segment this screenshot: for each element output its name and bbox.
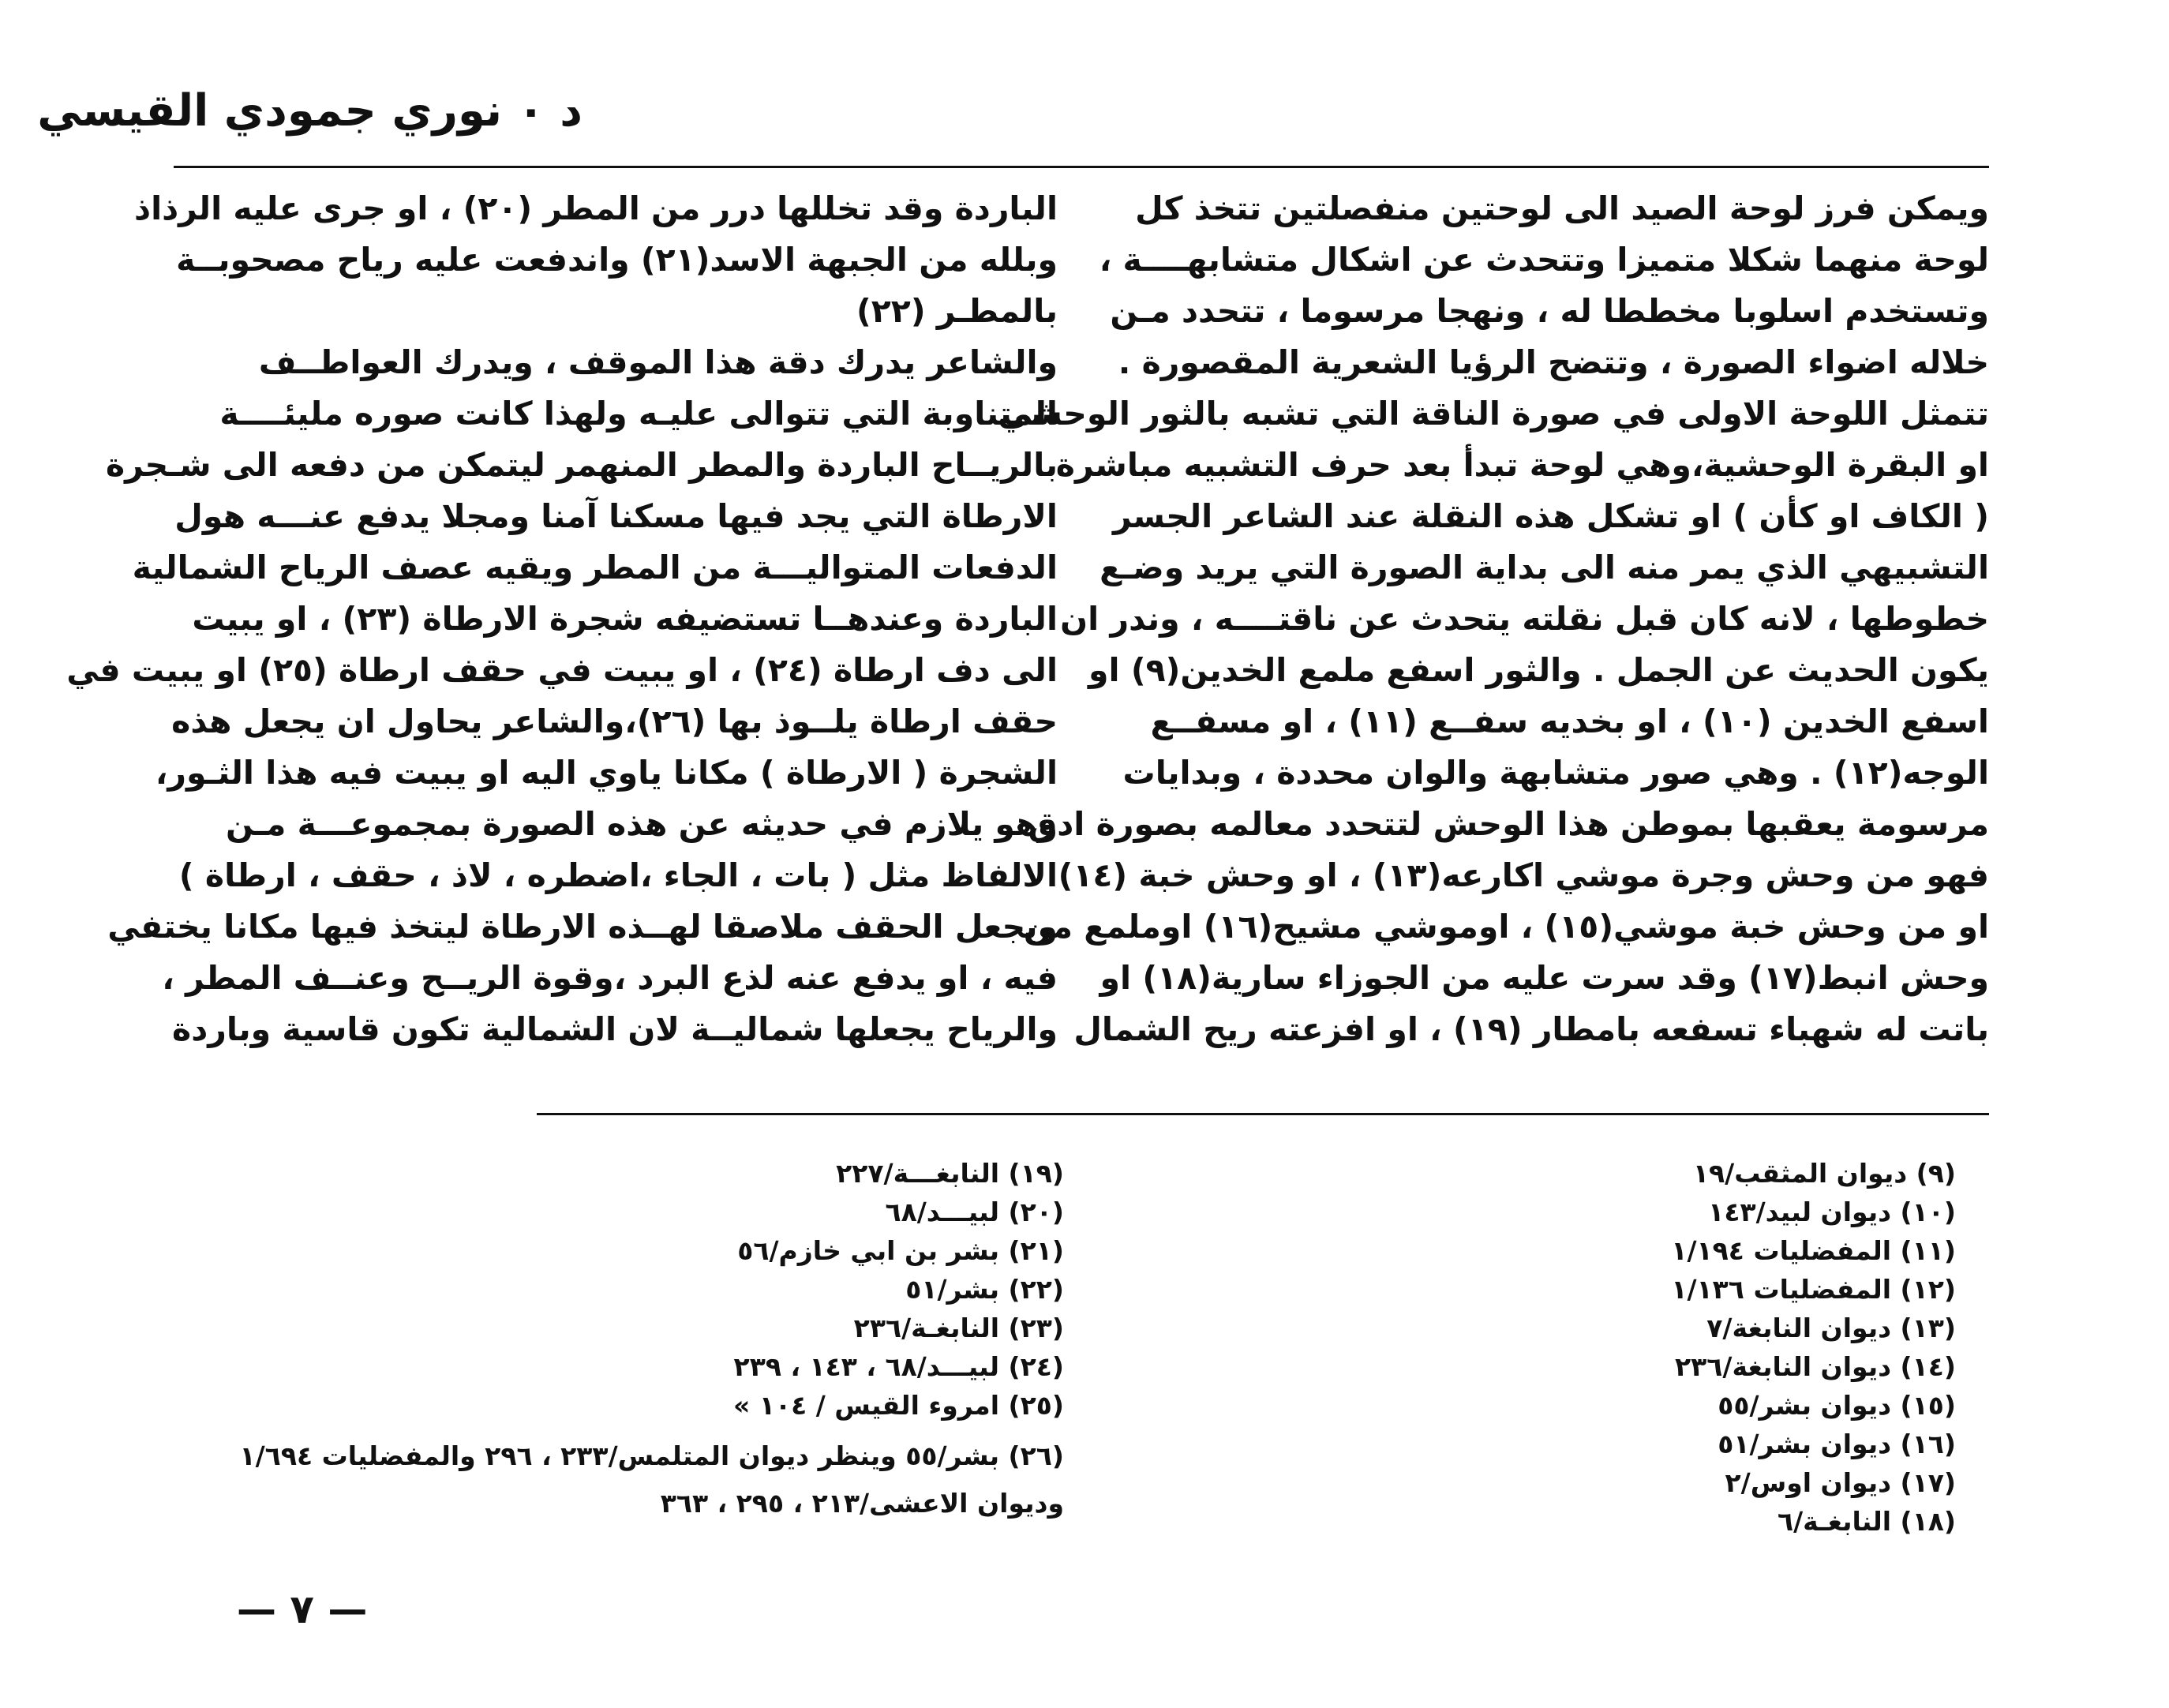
body-line: ( الكاف او كأن ) او تشكل هذه النقلة عند الشاعر الجسر: [1112, 497, 1989, 535]
body-line: الباردة وعندهــا تستضيفه شجرة الارطاة (٢٣) ، او يبيت: [192, 600, 1058, 638]
footnote: (٢٠) لبيـــد/٦٨: [885, 1197, 1064, 1227]
body-line: يكون الحديث عن الجمل . والثور اسفع ملمع الخدين(٩) او: [1088, 651, 1989, 689]
body-line: فيه ، او يدفع عنه لذع البرد ،وقوة الريــح وعنــف المطر ،: [162, 959, 1058, 997]
footnote: (٢٣) النابغـة/٢٣٦: [853, 1313, 1064, 1343]
body-line: الدفعات المتواليـــة من المطر ويقيه عصف الرياح الشمالية: [132, 549, 1058, 586]
footnote: (١٩) النابغـــة/٢٢٧: [836, 1158, 1064, 1189]
body-line: لوحة منهما شكلا متميزا وتتحدث عن اشكال متشابهــــة ،: [1099, 241, 1989, 279]
body-line: بالريــاح الباردة والمطر المنهمر ليتمكن من دفعه الى شـجرة: [105, 446, 1058, 484]
footnote: (١٦) ديوان بشر/٥١: [1718, 1429, 1956, 1459]
body-line: التشبيهي الذي يمر منه الى بداية الصورة التي يريد وضـع: [1099, 549, 1989, 586]
header-rule: [174, 166, 1989, 168]
body-line: خلاله اضواء الصورة ، وتتضح الرؤيا الشعرية المقصورة .: [1118, 343, 1989, 381]
body-line: وحش انبط(١٧) وقد سرت عليه من الجوزاء سارية(١٨) او: [1099, 959, 1989, 997]
body-line: ويجعل الحقف ملاصقا لهــذه الارطاة ليتخذ فيها مكانا يختفي: [107, 908, 1058, 946]
page-number: — ٧ —: [237, 1586, 368, 1632]
footnote: (١٧) ديوان اوس/٢: [1725, 1467, 1956, 1498]
body-line: تتمثل اللوحة الاولى في صورة الناقة التي تشبه بالثور الوحشي: [998, 395, 1989, 433]
body-line: الشجرة ( الارطاة ) مكانا ياوي اليه او يبيت فيه هذا الثـور،: [155, 754, 1058, 792]
footnote: (٢١) بشر بن ابي خازم/٥٦: [737, 1235, 1064, 1266]
body-line: خطوطها ، لانه كان قبل نقلته يتحدث عن ناقتــــه ، وندر ان: [1060, 600, 1989, 638]
footnote: (١٢) المفضليات ١/١٣٦: [1671, 1274, 1956, 1305]
body-line: الالفاظ مثل ( بات ، الجاء ،اضطره ، لاذ ، حقف ، ارطاة ): [178, 856, 1058, 894]
footnote: (١٨) النابغـة/٦: [1777, 1506, 1956, 1537]
footnote: (١٤) ديوان النابغة/٢٣٦: [1674, 1351, 1956, 1382]
body-line: والرياح يجعلها شماليــة لان الشمالية تكون قاسية وباردة: [172, 1010, 1058, 1048]
body-line: اسفع الخدين (١٠) ، او بخديه سفــع (١١) ، او مسفــع: [1150, 702, 1989, 740]
footnotes-right: [1451, 1154, 1956, 1541]
footnote: (٩) ديوان المثقب/١٩: [1692, 1158, 1956, 1189]
body-line: والشاعر يدرك دقة هذا الموقف ، ويدرك العواطــف: [258, 343, 1058, 381]
body-line: باتت له شهباء تسفعه بامطار (١٩) ، او افزعته ريح الشمال: [1073, 1010, 1989, 1048]
body-line: مرسومة يعقبها بموطن هذا الوحش لتتحدد معالمه بصورة ادق: [1028, 805, 1989, 843]
body-line: حقف ارطاة يلــوذ بها (٢٦)،والشاعر يحاول ان يجعل هذه: [171, 702, 1058, 740]
footnote: (٢٥) امروء القيس / ١٠٤ »: [733, 1390, 1064, 1421]
body-line: الى دف ارطاة (٢٤) ، او يبيت في حقف ارطاة (٢٥) او يبيت في: [66, 651, 1058, 689]
footnote: (١٣) ديوان النابغة/٧: [1706, 1313, 1956, 1343]
body-line: وتستخدم اسلوبا مخططا له ، ونهجا مرسوما ، تتحدد مـن: [1110, 292, 1989, 330]
footnote-26-continued: وديوان الاعشى/٢١٣ ، ٢٩٥ ، ٣٦٣: [660, 1488, 1064, 1519]
body-line: فهو من وحش وجرة موشي اكارعه(١٣) ، او وحش خبة (١٤): [1058, 856, 1989, 894]
body-line: او من وحش خبة موشي(١٥) ، اوموشي مشيح(١٦) اوملمع من: [1023, 908, 1989, 946]
footnote: (١١) المفضليات ١/١٩٤: [1671, 1235, 1956, 1266]
body-column-left: [66, 183, 1058, 1055]
footnote: (٢٢) بشر/٥١: [905, 1274, 1064, 1305]
body-line: المتناوبة التي تتوالى عليـه ولهذا كانت صوره مليئــــة: [219, 395, 1058, 433]
body-line: الباردة وقد تخللها درر من المطر (٢٠) ، او جرى عليه الرذاذ: [134, 189, 1058, 227]
body-line: وهو يلازم في حديثه عن هذه الصورة بمجموعـــة مـن: [226, 805, 1058, 843]
running-header-author: د ٠ نوري جمودي القيسي: [37, 85, 583, 137]
footnote-26: (٢٦) بشر/٥٥ وينظر ديوان المتلمس/٢٣٣ ، ٢٩٦ والمفضليات ١/٦٩٤: [239, 1440, 1064, 1471]
footnote: (١٥) ديوان بشر/٥٥: [1718, 1390, 1956, 1421]
body-line: وبلله من الجبهة الاسد(٢١) واندفعت عليه رياح مصحوبــة: [176, 241, 1058, 279]
body-line: الوجه(١٢) . وهي صور متشابهة والوان محددة ، وبدايات: [1122, 754, 1989, 792]
body-column-right: [998, 183, 1989, 1055]
body-line: ويمكن فرز لوحة الصيد الى لوحتين منفصلتين تتخذ كل: [1135, 189, 1989, 227]
footnote: (٢٤) لبيـــد/٦٨ ، ١٤٣ ، ٢٣٩: [733, 1351, 1064, 1382]
body-line: الارطاة التي يجد فيها مسكنا آمنا ومجلا يدفع عنـــه هول: [174, 497, 1058, 535]
footnote: (١٠) ديوان لبيد/١٤٣: [1708, 1197, 1956, 1227]
footnote-rule: [537, 1113, 1989, 1115]
body-line: او البقرة الوحشية،وهي لوحة تبدأ بعد حرف التشبيه مباشرة: [1055, 446, 1989, 484]
footnotes-left: [196, 1154, 1064, 1425]
body-line: بالمطـر (٢٢): [856, 292, 1058, 330]
